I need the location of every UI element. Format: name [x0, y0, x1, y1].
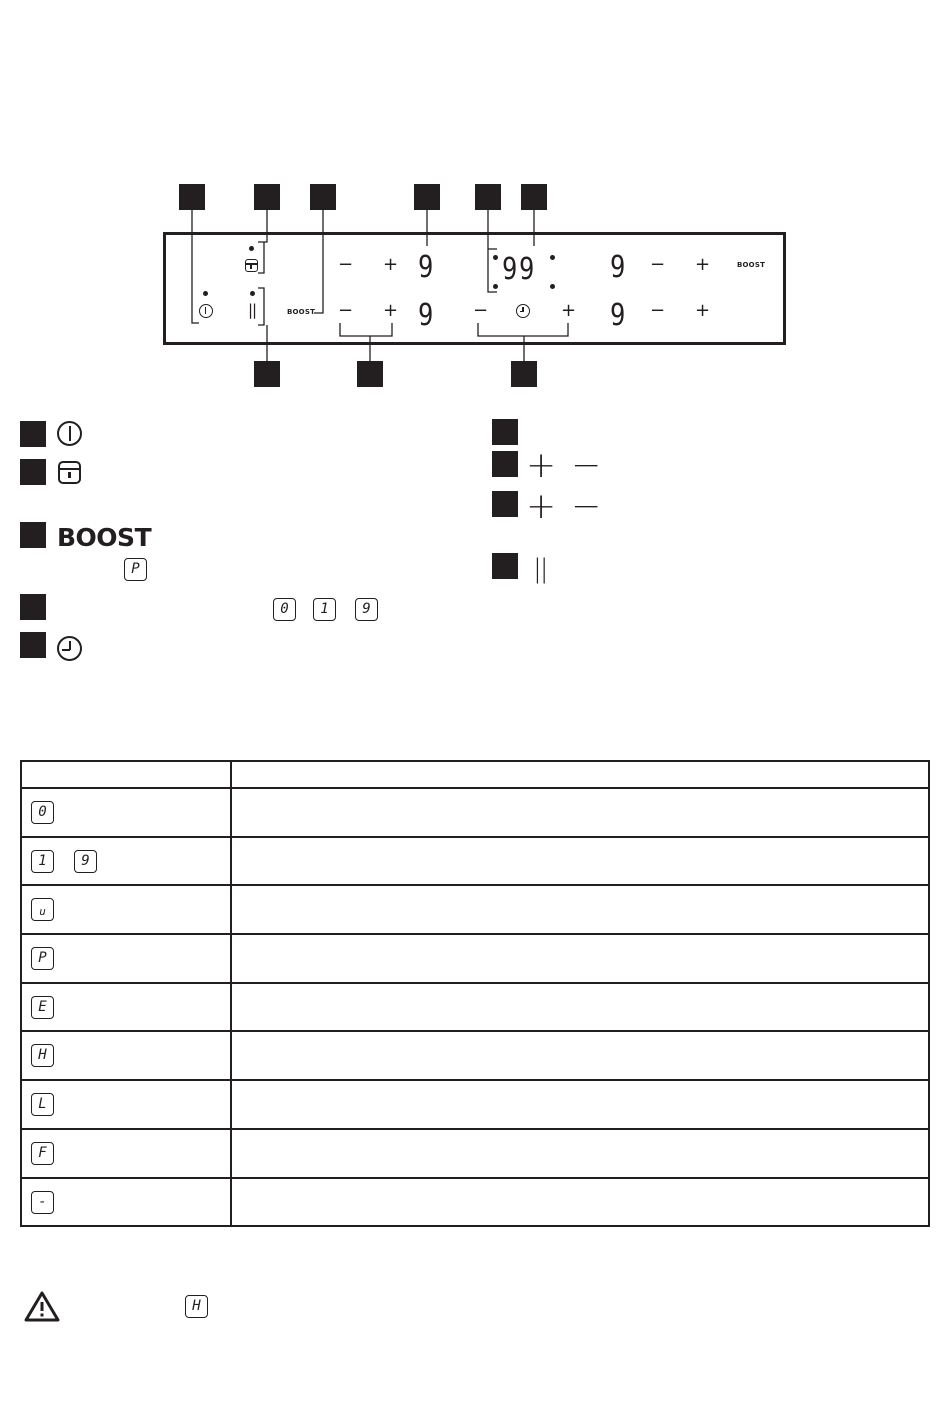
- display-symbol-box: u: [31, 898, 54, 921]
- display-symbol-box: H: [31, 1044, 54, 1067]
- display-symbol-box: 1: [31, 850, 54, 873]
- display-symbol-box: 0: [31, 801, 54, 824]
- zone-rear-right-minus[interactable]: −: [650, 300, 666, 321]
- zone-front-left-level: 9: [418, 250, 434, 285]
- display-symbol-box: F: [31, 1142, 54, 1165]
- zone-rear-left-plus[interactable]: +: [383, 300, 399, 321]
- power-range-1: 1: [313, 598, 336, 621]
- plus-symbol: +: [526, 445, 557, 486]
- zone-rear-right-level: 9: [610, 298, 626, 333]
- minus-symbol: −: [571, 486, 602, 527]
- timer-plus[interactable]: +: [561, 300, 577, 321]
- zone-front-left-minus[interactable]: −: [338, 254, 354, 275]
- boost-word: BOOST: [57, 523, 152, 552]
- zone-front-right-level: 9: [610, 250, 626, 285]
- zone-front-left-plus[interactable]: +: [383, 254, 399, 275]
- boost-label-right[interactable]: BOOST: [737, 261, 766, 269]
- boost-label-left[interactable]: BOOST: [287, 308, 316, 316]
- display-symbol-box: P: [31, 947, 54, 970]
- pause-symbol: ||: [533, 554, 547, 584]
- p-symbol-box: P: [124, 558, 147, 581]
- zone-front-right-plus[interactable]: +: [695, 254, 711, 275]
- zone-rear-left-level: 9: [418, 298, 434, 333]
- residual-heat-symbol-box: H: [185, 1295, 208, 1318]
- power-range-0: 0: [273, 598, 296, 621]
- display-symbol-box: E: [31, 996, 54, 1019]
- power-range-9: 9: [355, 598, 378, 621]
- display-symbol-box: 9: [74, 850, 97, 873]
- display-symbol-box: L: [31, 1093, 54, 1116]
- zone-rear-left-minus[interactable]: −: [338, 300, 354, 321]
- timer-display: 99: [502, 252, 537, 287]
- timer-minus[interactable]: −: [473, 300, 489, 321]
- zone-front-right-minus[interactable]: −: [650, 254, 666, 275]
- zone-rear-right-plus[interactable]: +: [695, 300, 711, 321]
- pause-icon[interactable]: ||: [248, 301, 257, 319]
- display-symbol-box: -: [31, 1191, 54, 1214]
- minus-symbol: −: [571, 445, 602, 486]
- plus-symbol: +: [526, 486, 557, 527]
